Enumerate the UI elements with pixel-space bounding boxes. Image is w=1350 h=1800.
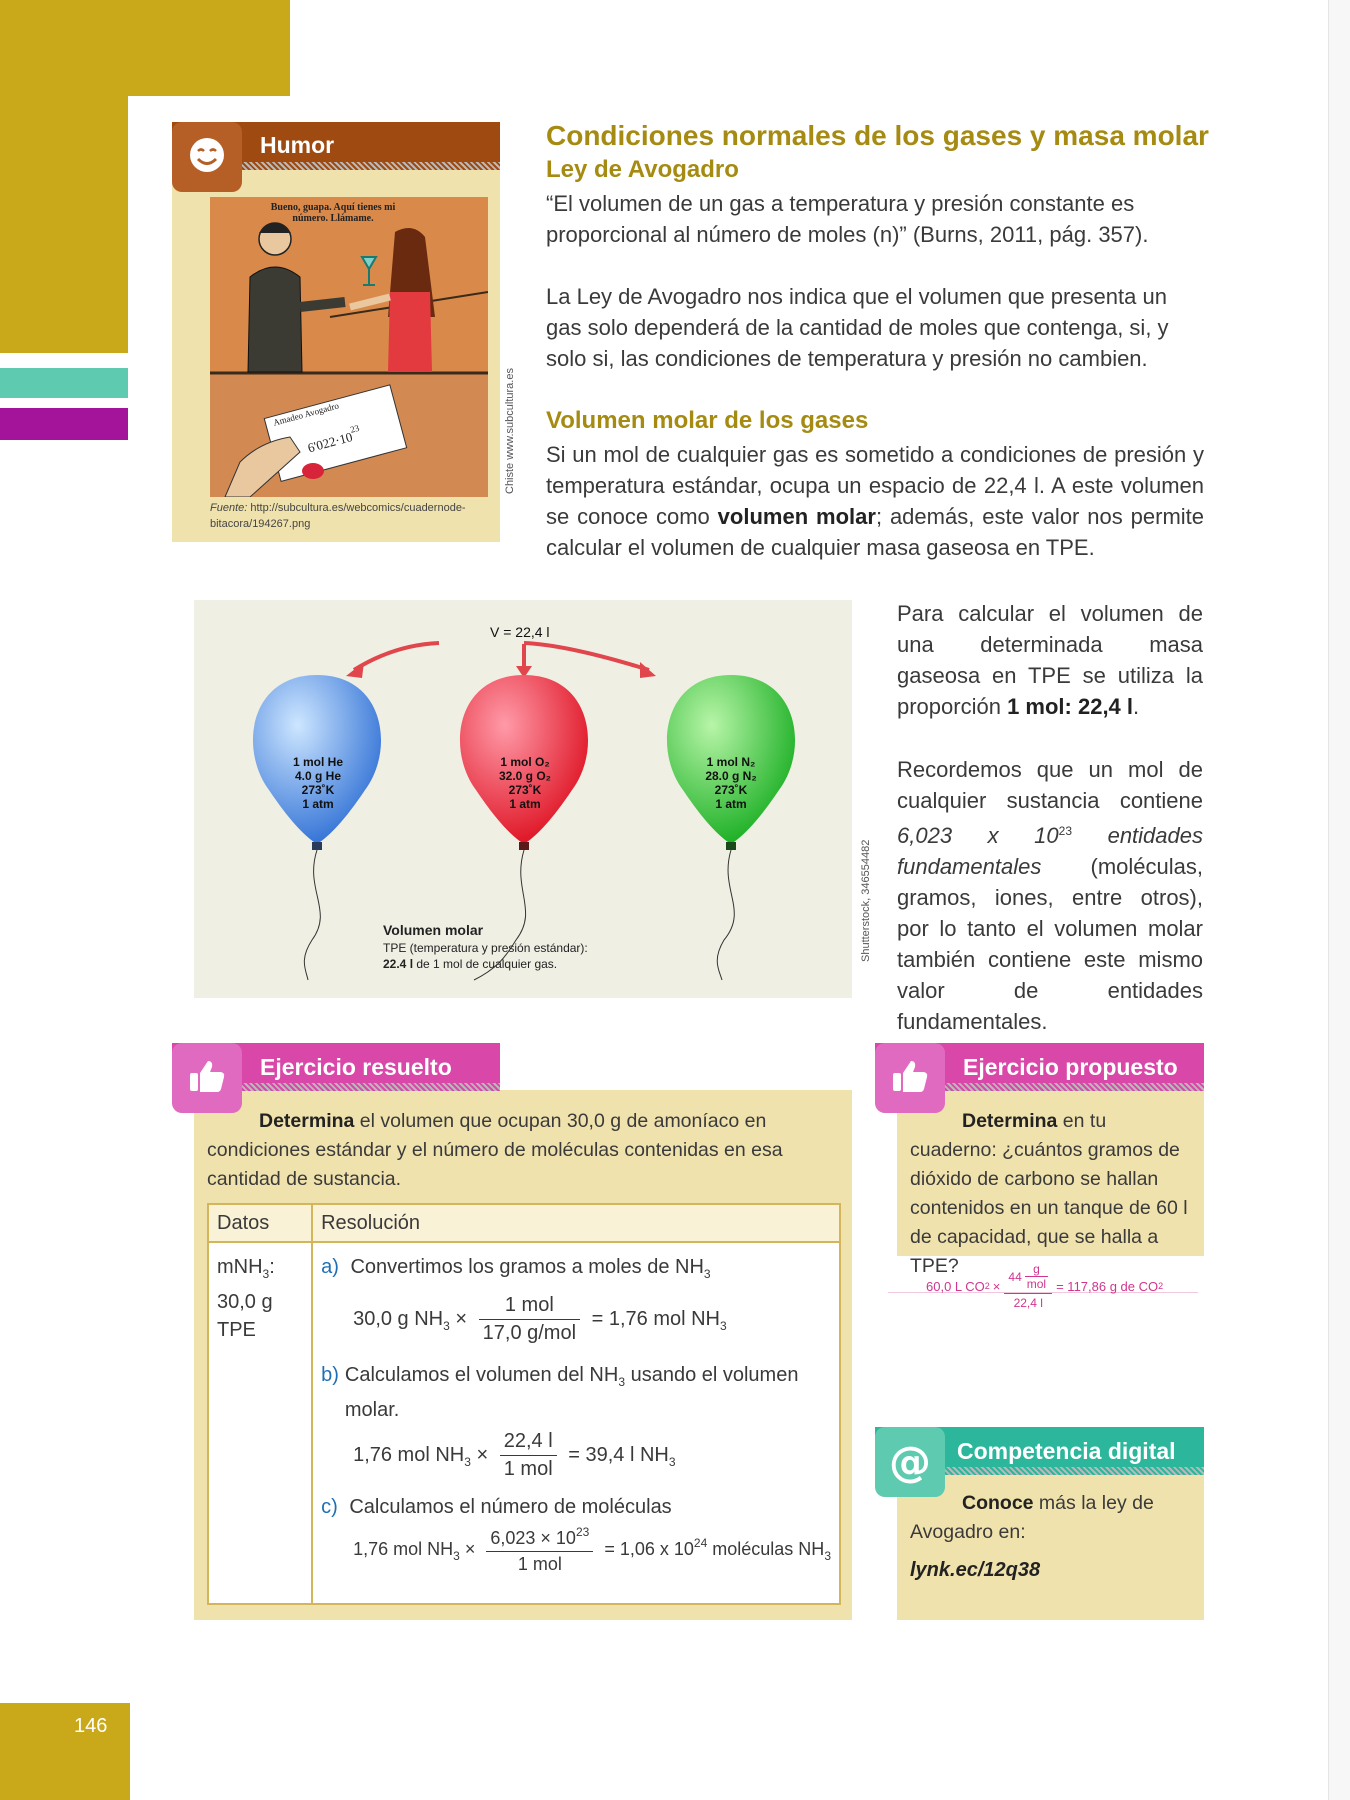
step-a-times: × [455, 1307, 468, 1330]
caption-title: Volumen molar [383, 922, 484, 938]
step-c-fraction [486, 1525, 593, 1575]
footer-bar [0, 1703, 130, 1800]
balloon-n2-line2: 28.0 g N₂ [705, 769, 757, 783]
side-para1: Para calcular el volumen de una determinada masa gaseosa en TPE se utiliza la proporción 1 mol: 22,4 l. [897, 601, 1203, 719]
answer-result: = 117,86 g de CO [1056, 1278, 1159, 1294]
thumbs-up-icon [891, 1059, 929, 1098]
step-b-text1: Calculamos el volumen del NH [344, 1364, 619, 1386]
card-number-base: 6'022·10 [306, 429, 355, 456]
cartoon-speech: Bueno, guapa. Aquí tienes mi número. Llámame. [270, 202, 396, 224]
step-b-den: 1 mol [503, 1458, 553, 1480]
smiley-icon [187, 135, 227, 180]
datos-mass-value: 30,0 g [217, 1291, 273, 1313]
step-c [321, 1493, 831, 1521]
balloon-n2-line1: 1 mol N₂ [706, 755, 756, 769]
balloon-o2-line3: 273˚K [508, 783, 542, 797]
step-c-num: 6,023 × 10 [490, 1528, 576, 1548]
propuesto-title: Ejercicio propuesto [963, 1054, 1178, 1080]
step-c-left-sub: 3 [453, 1548, 460, 1563]
resuelto-intro-rest: el volumen que ocupan 30,0 g de amoníaco en condiciones estándar y el número de moléculas contenidas en esa cantidad de sustancia. [207, 1110, 783, 1190]
datos-cell [208, 1242, 312, 1604]
propuesto-icon-tab [875, 1043, 945, 1113]
balloon-he-line3: 273˚K [301, 783, 335, 797]
step-a-text-sub: 3 [703, 1267, 711, 1281]
step-a-text: Convertimos los gramos a moles de NH [350, 1256, 704, 1278]
step-b-times: × [476, 1443, 489, 1466]
side-para1-text: Para calcular el volumen de una determinada masa gaseosa en TPE se utiliza la proporción [897, 601, 1203, 719]
step-a-fraction [479, 1294, 580, 1345]
caption-line2 [383, 956, 588, 972]
digital-header-hatch [943, 1467, 1204, 1475]
step-c-num-exp: 23 [575, 1525, 590, 1539]
para2-b: ; además, este valor nos permite calcular el volumen de cualquier masa gaseosa en TPE. [546, 504, 1205, 560]
step-a-equation [353, 1294, 831, 1345]
main-quote: “El volumen de un gas a temperatura y presión constante es proporcional al número de moles (n)” (Burns, 2011, pág. 357). [546, 191, 1149, 247]
answer-num [1004, 1262, 1052, 1294]
humor-cartoon [210, 197, 488, 497]
datos-mass-text: mNH [217, 1256, 263, 1278]
digital-text-bold: Conoce [962, 1492, 1034, 1514]
balloon-n2-line3: 273˚K [714, 783, 748, 797]
balloon-label-he [263, 755, 373, 811]
balloon-n2-line4: 1 atm [715, 797, 747, 811]
propuesto-header-hatch [943, 1083, 1204, 1091]
side-bar-ochre [0, 0, 128, 353]
digital-link[interactable]: lynk.ec/12q38 [910, 1559, 1041, 1581]
digital-text-rest: más la ley de Avogadro en: [910, 1492, 1154, 1543]
resuelto-header-hatch [240, 1083, 500, 1091]
step-c-result-a: = 1,06 x 10 [604, 1538, 694, 1559]
right-edge-line [1328, 0, 1350, 1800]
step-a-result: = 1,76 mol NH [591, 1307, 720, 1330]
side-bar-magenta [0, 408, 128, 440]
step-c-times: × [464, 1538, 476, 1559]
resuelto-title: Ejercicio resuelto [260, 1054, 452, 1080]
balloon-o2-line4: 1 atm [509, 797, 541, 811]
resolucion-cell [312, 1242, 840, 1604]
balloon-he-line1: 1 mol He [292, 755, 343, 769]
step-c-num-wrap [486, 1525, 593, 1552]
caption-line1: TPE (temperatura y presión estándar): [383, 941, 588, 955]
side-para2-b: (moléculas, gramos, iones, entre otros), por lo tanto el volumen molar también contiene este mismo valor de entidades fundamentales. [897, 854, 1203, 1034]
step-a-num: 1 mol [479, 1294, 580, 1320]
side-bar-teal [0, 368, 128, 398]
humor-title: Humor [260, 132, 335, 158]
step-b-num: 22,4 l [500, 1430, 557, 1456]
resolution-table [207, 1203, 841, 1605]
step-a-den: 17,0 g/mol [482, 1322, 577, 1344]
step-a-left: 30,0 g NH [353, 1307, 444, 1330]
step-a-left-sub: 3 [443, 1318, 450, 1333]
datos-mass-sub: 3 [262, 1267, 270, 1281]
balloon-he-line4: 1 atm [302, 797, 334, 811]
propuesto-text-rest: en tu cuaderno: ¿cuántos gramos de dióxido de carbono se hallan contenidos en un tanque de 60 l de capacidad, que se halla a TPE? [910, 1110, 1188, 1277]
answer-times: × [992, 1278, 1001, 1294]
step-a-result-sub: 3 [719, 1318, 727, 1333]
answer-44: 44 [1008, 1269, 1022, 1284]
answer-den: 22,4 l [1013, 1296, 1043, 1310]
step-c-label: c) [321, 1496, 338, 1518]
resuelto-intro [207, 1107, 829, 1194]
cartoon-source [210, 500, 490, 532]
balloon-o2-line2: 32.0 g O₂ [498, 769, 552, 783]
step-b-text [345, 1361, 805, 1424]
step-b-equation [353, 1430, 831, 1481]
answer-unit-g: g [1025, 1262, 1048, 1277]
main-para1: La Ley de Avogadro nos indica que el volumen que presenta un gas solo dependerá de la cantidad de moles que contenga, si, y solo si, las condiciones de temperatura y presión no cambien. [546, 284, 1169, 371]
answer-unit-mol: mol [1026, 1277, 1047, 1291]
step-a-label: a) [321, 1256, 339, 1278]
balloon-label-o2 [470, 755, 580, 811]
answer-left: 60,0 L CO [926, 1278, 985, 1294]
main-title: Condiciones normales de los gases y masa molar [546, 120, 1209, 151]
answer-unit-fraction [1025, 1262, 1048, 1291]
side-para2 [897, 754, 1203, 1037]
step-b-label: b) [321, 1364, 339, 1386]
step-a [321, 1253, 831, 1288]
step-c-left: 1,76 mol NH [353, 1538, 454, 1559]
step-b-text-sub: 3 [618, 1375, 626, 1389]
para2-bold: volumen molar [717, 504, 876, 529]
side-para1-bold: 1 mol: 22,4 l [1007, 694, 1134, 719]
card-name: Amadeo Avogadro [272, 400, 340, 428]
step-b-result: = 39,4 l NH [568, 1443, 669, 1466]
caption-line2-bold: 22.4 l [383, 957, 414, 971]
step-c-result-sub: 3 [824, 1548, 831, 1563]
answer-left-sub: 2 [984, 1281, 990, 1291]
col-datos: Datos [208, 1204, 312, 1242]
humor-icon-tab [172, 122, 242, 192]
humor-header-hatch [240, 162, 500, 170]
propuesto-text [910, 1107, 1195, 1281]
step-b-result-sub: 3 [668, 1454, 676, 1469]
side-para2-italic-a: 6,023 x 10 [897, 823, 1059, 848]
source-url[interactable]: http://subcultura.es/webcomics/cuadernode-bitacora/194267.png [210, 502, 466, 530]
side-para2-exp: 23 [1058, 824, 1073, 838]
thumbs-up-icon [188, 1059, 226, 1098]
balloon-he-line2: 4.0 g He [294, 769, 342, 783]
figure-volume-label: V = 22,4 l [490, 624, 550, 640]
section2-title: Volumen molar de los gases [546, 407, 869, 434]
step-b-left-sub: 3 [464, 1454, 471, 1469]
step-b-text2: usando el volumen molar. [344, 1364, 799, 1421]
step-b [321, 1361, 831, 1424]
datos-conditions: TPE [217, 1319, 256, 1341]
main-para2 [546, 439, 1204, 563]
card-number-exp: 23 [349, 422, 361, 435]
balloon-o2-line1: 1 mol O₂ [500, 755, 550, 769]
step-c-equation [353, 1525, 831, 1575]
propuesto-answer [926, 1262, 1163, 1310]
datos-mass-label: mNH$_3$: [217, 1256, 275, 1281]
caption-line2-rest: de 1 mol de cualquier gas. [413, 957, 558, 971]
cartoon-credit: Chiste www.subcultura.es [504, 368, 516, 494]
step-b-fraction [500, 1430, 557, 1481]
para2-a: Si un mol de cualquier gas es sometido a condiciones de presión y temperatura estándar, ocupa un espacio de 22,4 l. A este volumen se conoce como [546, 442, 1204, 529]
resuelto-icon-tab [172, 1043, 242, 1113]
propuesto-text-bold: Determina [962, 1110, 1058, 1132]
balloon-label-n2 [676, 755, 786, 811]
step-c-result-exp: 24 [693, 1535, 708, 1550]
figure-caption [383, 922, 588, 972]
digital-title: Competencia digital [957, 1438, 1176, 1464]
figure-credit: Shutterstock, 346554482 [860, 839, 872, 962]
step-c-den: 1 mol [517, 1554, 562, 1574]
at-sign-icon: @ [889, 1437, 931, 1486]
main-subtitle: Ley de Avogadro [546, 156, 739, 183]
col-resolucion: Resolución [312, 1204, 840, 1242]
resuelto-intro-bold: Determina [259, 1110, 355, 1132]
digital-text [910, 1489, 1195, 1547]
side-para2-a: Recordemos que un mol de cualquier sustancia contiene [897, 757, 1203, 813]
answer-fraction [1004, 1262, 1052, 1310]
digital-icon-tab [875, 1427, 945, 1497]
step-b-left: 1,76 mol NH [353, 1443, 465, 1466]
answer-result-sub: 2 [1158, 1281, 1164, 1291]
page-number: 146 [74, 1715, 108, 1737]
side-para2-italic-b: entidades fundamentales [897, 823, 1203, 879]
step-c-result-b: moléculas NH [707, 1538, 825, 1559]
step-c-text: Calculamos el número de moléculas [349, 1496, 672, 1518]
source-label: Fuente: [210, 502, 248, 514]
